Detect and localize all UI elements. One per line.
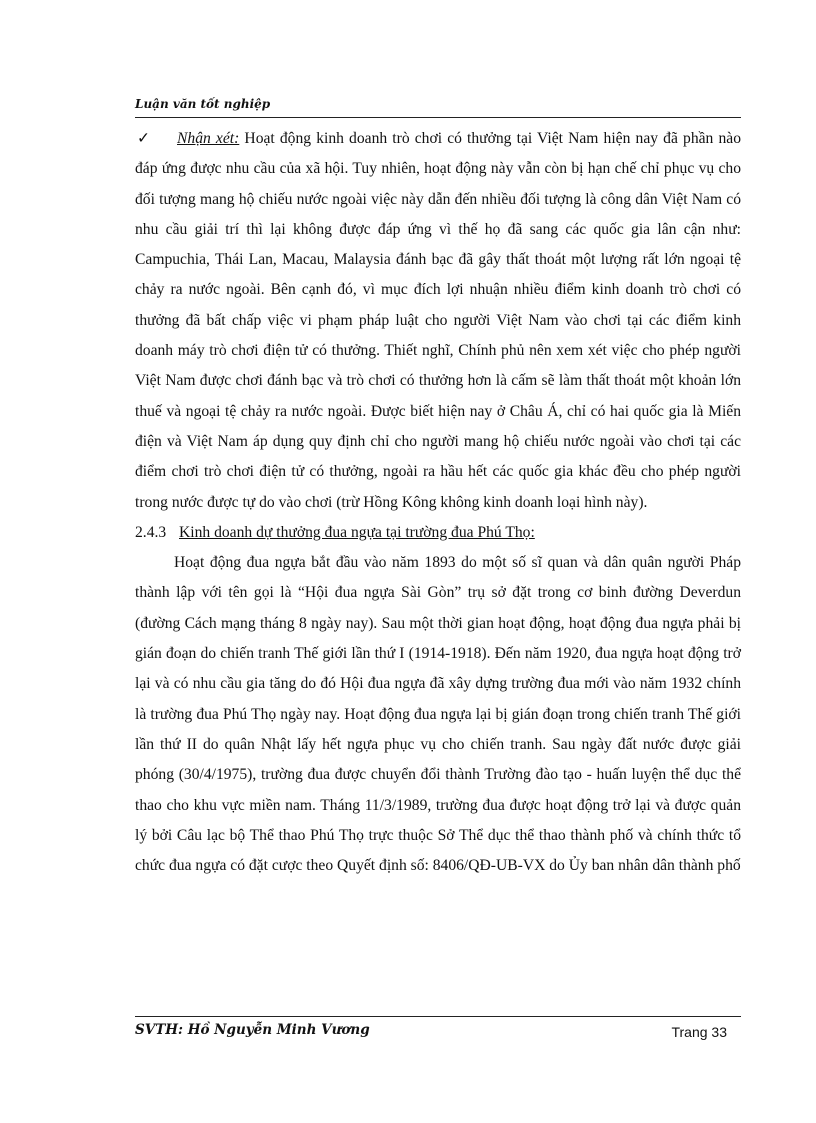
section-heading <box>135 518 741 548</box>
footer-author: SVTH: Hồ Nguyễn Minh Vương <box>135 1022 370 1038</box>
header-rule <box>135 117 741 118</box>
footer-rule <box>135 1016 741 1017</box>
page-body <box>135 124 741 881</box>
header-title: Luận văn tốt nghiệp <box>135 97 271 111</box>
section-number: 2.4.3 <box>135 523 167 541</box>
checkmark-icon: ✓ <box>137 130 151 147</box>
body-paragraph: Hoạt động đua ngựa bắt đầu vào năm 1893 do một số sĩ quan và dân quân người Pháp thành lập với tên gọi là “Hội đua ngựa Sài Gòn” trụ sở đặt trong cơ binh đường Deverdun (đường Cách mạng tháng 8 ngày nay). Sau một thời gian hoạt động, hoạt động đua ngựa phải bị gián đoạn do chiến tranh Thế giới lần thứ I (1914-1918). Đến năm 1920, đua ngựa hoạt động trở lại và có nhu cầu gia tăng do đó Hội đua ngựa đã xây dựng trường đua mới vào năm 1932 chính là trường đua Phú Thọ ngày nay. Hoạt động đua ngựa lại bị gián đoạn trong chiến tranh Thế giới lần thứ II do quân Nhật lấy hết ngựa phục vụ cho chiến tranh. Sau ngày đất nước được giải phóng (30/4/1975), trường đua được chuyển đổi thành Trường đào tạo - huấn luyện thể dục thể thao cho khu vực miền nam. Tháng 11/3/1989, trường đua được hoạt động trở lại và được quản lý bởi Câu lạc bộ Thể thao Phú Thọ trực thuộc Sở Thể dục thể thao thành phố và chính thức tổ chức đua ngựa có đặt cược theo Quyết định số: 8406/QĐ-UB-VX do Ủy ban nhân dân thành phố <box>135 554 741 875</box>
remark-paragraph <box>135 124 741 518</box>
remark-text: Hoạt động kinh doanh trò chơi có thưởng tại Việt Nam hiện nay đã phần nào đáp ứng được nhu cầu của xã hội. Tuy nhiên, hoạt động này vẫn còn bị hạn chế chỉ phục vụ cho đối tượng mang hộ chiếu nước ngoài việc này dẫn đến nhiều đối tượng là công dân Việt Nam có nhu cầu giải trí thì lại không được đáp ứng vì thế họ đã sang các quốc gia lân cận như: Campuchia, Thái Lan, Macau, Malaysia đánh bạc đã gây thất thoát một lượng rất lớn ngoại tệ chảy ra nước ngoài. Bên cạnh đó, vì mục đích lợi nhuận nhiều điểm kinh doanh trò chơi có thưởng đã bất chấp việc vi phạm pháp luật cho người Việt Nam vào chơi tại các điểm kinh doanh máy trò chơi điện tử có thưởng. Thiết nghĩ, Chính phủ nên xem xét việc cho phép người Việt Nam được chơi đánh bạc và trò chơi có thưởng hơn là cấm sẽ làm thất thoát một khoản lớn thuế và ngoại tệ chảy ra nước ngoài. Được biết hiện nay ở Châu Á, chỉ có hai quốc gia là Miến điện và Việt Nam áp dụng quy định chỉ cho người mang hộ chiếu nước ngoài vào chơi tại các điểm chơi trò chơi điện tử có thưởng, ngoài ra hầu hết các quốc gia khác đều cho phép người trong nước được tự do vào chơi (trừ Hồng Kông không kinh doanh loại hình này). <box>135 130 741 511</box>
remark-label: Nhận xét: <box>177 130 240 147</box>
page-number: Trang 33 <box>671 1024 727 1040</box>
section-title: Kinh doanh dự thưởng đua ngựa tại trường đua Phú Thọ: <box>179 523 535 541</box>
